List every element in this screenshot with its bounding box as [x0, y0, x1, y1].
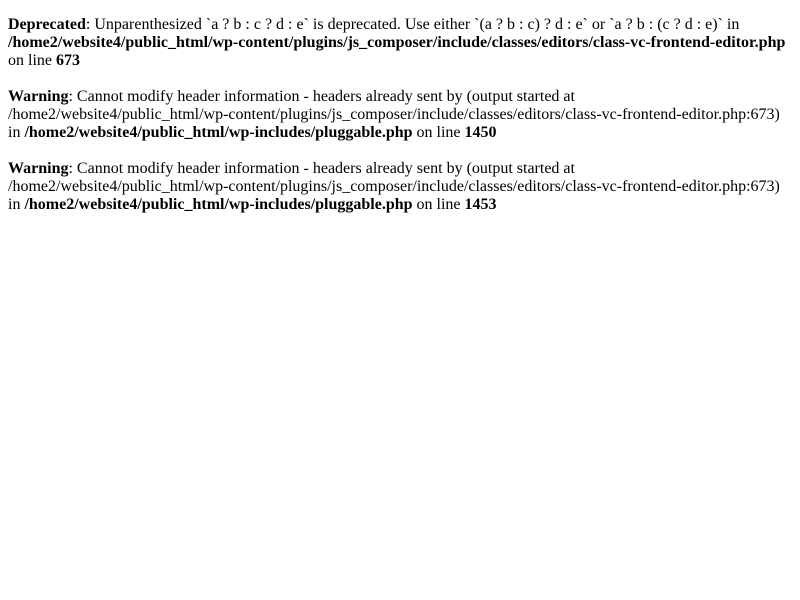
notice-message: : Cannot modify header information - headers already sent by (output started at /home2/website4/public_html/wp-content/plugins/js_composer/include/classes/editors/class-vc-frontend-editor.php:673) in [8, 88, 780, 141]
warning-notice [8, 160, 792, 214]
warning-notice [8, 88, 792, 142]
notice-file-path: /home2/website4/public_html/wp-includes/pluggable.php [24, 196, 413, 213]
notice-message: : Cannot modify header information - headers already sent by (output started at /home2/website4/public_html/wp-content/plugins/js_composer/include/classes/editors/class-vc-frontend-editor.php:673) in [8, 160, 780, 213]
notice-on-line-text: on line [8, 52, 52, 69]
notice-file-path: /home2/website4/public_html/wp-includes/pluggable.php [24, 124, 413, 141]
notice-line-number: 673 [56, 52, 80, 69]
notice-type: Warning [8, 88, 69, 105]
notice-file-path: /home2/website4/public_html/wp-content/plugins/js_composer/include/classes/editors/class-vc-frontend-editor.php [8, 34, 786, 51]
notice-message: : Unparenthesized `a ? b : c ? d : e` is deprecated. Use either `(a ? b : c) ? d : e` or `a ? b : (c ? d : e)` in [85, 16, 740, 33]
notice-line-number: 1453 [464, 196, 497, 213]
notice-type: Warning [8, 160, 69, 177]
notice-on-line-text: on line [416, 196, 461, 213]
notice-type: Deprecated [8, 16, 86, 33]
notice-line-number: 1450 [464, 124, 497, 141]
php-error-page [0, 16, 800, 600]
notice-on-line-text: on line [416, 124, 461, 141]
deprecated-notice [8, 16, 792, 70]
